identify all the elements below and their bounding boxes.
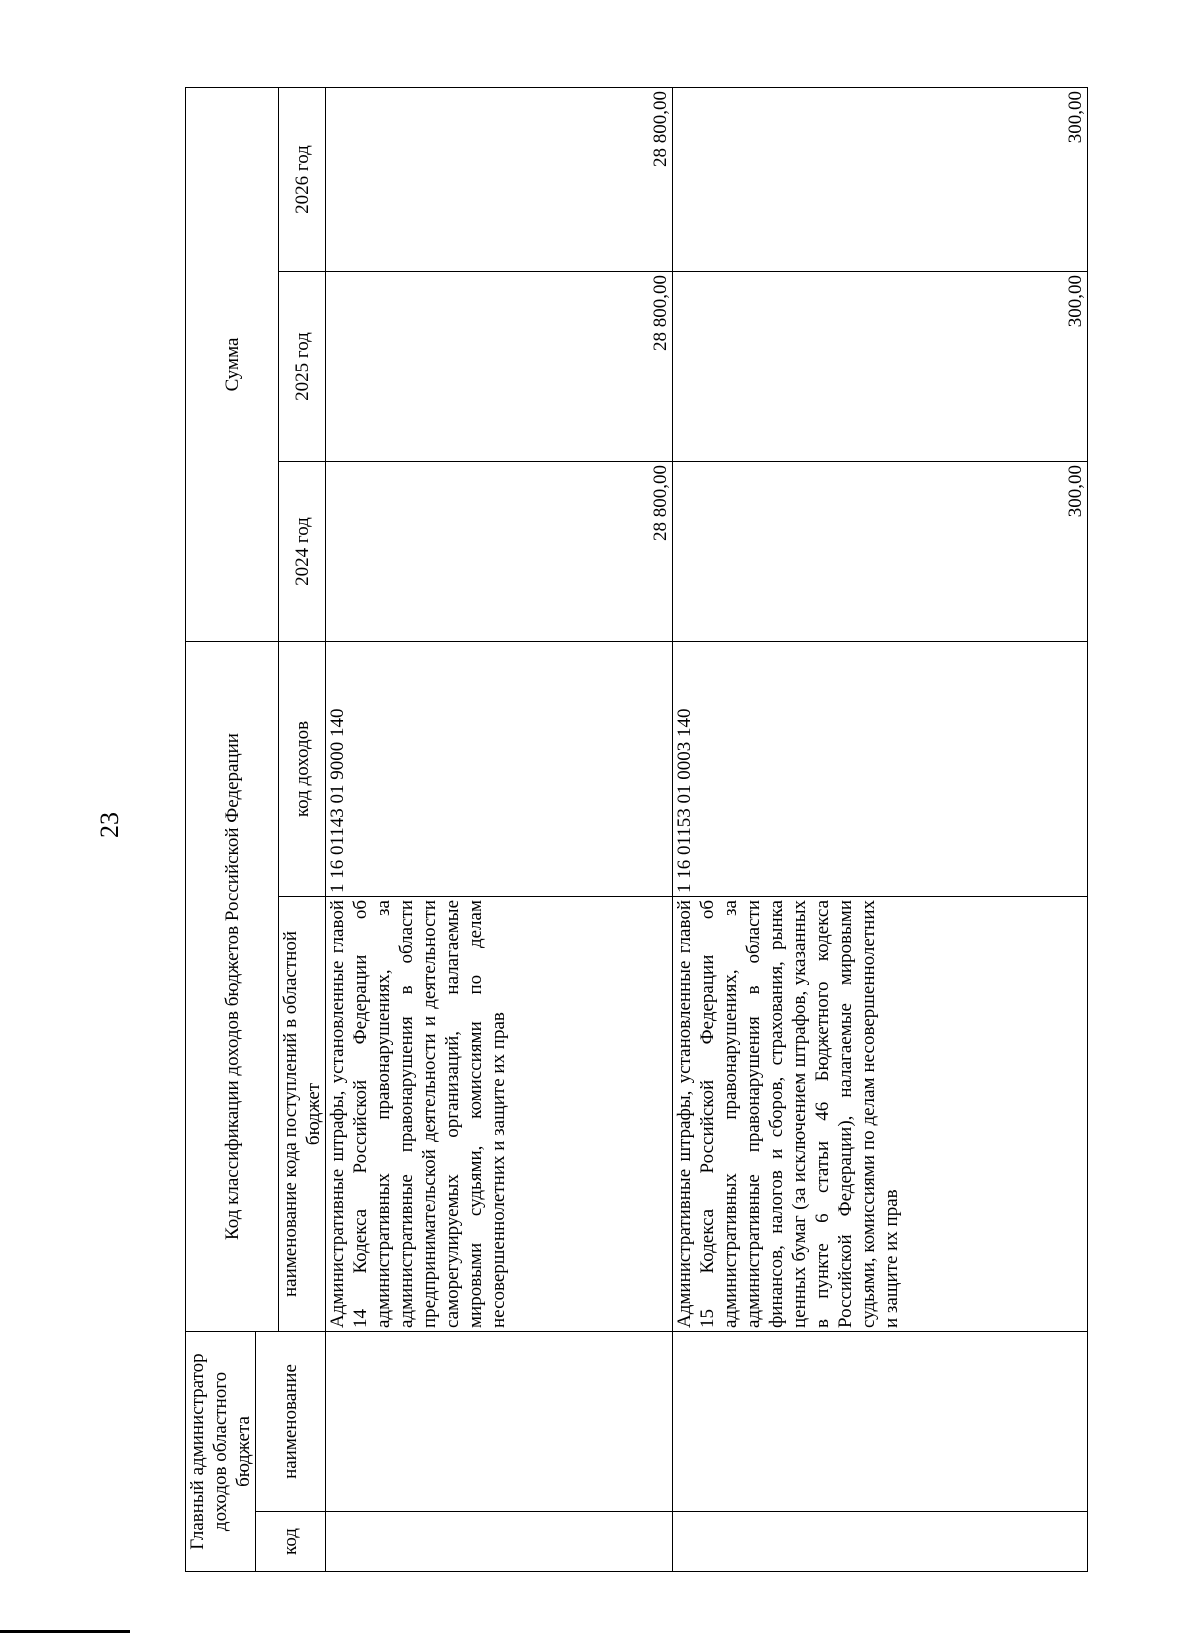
admin-group-header-text: Главный администратор доходов областного бюджета — [187, 1353, 254, 1550]
header-row-1 — [186, 87, 256, 1571]
scan-artifact-line — [0, 1630, 130, 1633]
income-code-header-text: код доходов — [291, 720, 313, 818]
admin-code-header — [256, 1512, 326, 1572]
year-2025-header — [279, 272, 326, 462]
row-code-cell — [326, 1512, 673, 1572]
classification-group-header — [186, 642, 279, 1332]
year-2026-header — [279, 87, 326, 271]
row-sum-2025-cell: 28 800,00 — [326, 272, 673, 462]
classification-group-header-text: Код классификации доходов бюджетов Российской Федерации — [221, 733, 243, 1240]
admin-name-header — [256, 1332, 326, 1512]
page-number: 23 — [95, 812, 124, 838]
admin-group-header — [186, 1332, 256, 1572]
table-row — [673, 87, 1088, 1571]
sum-group-header — [186, 87, 279, 641]
income-name-header-text: наименование кода поступлений в областной бюджет — [280, 931, 324, 1298]
admin-name-header-text: наименование — [280, 1364, 301, 1479]
year-2025-header-text: 2025 год — [291, 332, 313, 401]
sum-group-header-text: Сумма — [221, 337, 243, 392]
income-name-header — [279, 897, 326, 1332]
row-admin-name-cell — [673, 1332, 1088, 1512]
row-sum-2024-cell: 300,00 — [673, 462, 1088, 642]
row-income-name-cell: Административные штрафы, установленные главой 14 Кодекса Российской Федерации об административных правонарушениях, за административные правонарушения в области предпринимательской деятельности и деятельности саморегулируемых организаций, налагаемые мировыми судьями, комиссиями по делам несовершеннолетних и защите их прав — [326, 897, 673, 1332]
row-admin-name-cell — [326, 1332, 673, 1512]
row-income-code-cell: 1 16 01143 01 9000 140 — [326, 642, 673, 897]
row-sum-2025-cell: 300,00 — [673, 272, 1088, 462]
income-code-header — [279, 642, 326, 897]
year-2024-header — [279, 462, 326, 642]
admin-code-header-text: код — [280, 1528, 301, 1555]
row-code-cell — [673, 1512, 1088, 1572]
row-sum-2026-cell: 28 800,00 — [326, 87, 673, 271]
budget-income-table — [185, 87, 1088, 1572]
year-2024-header-text: 2024 год — [291, 517, 313, 586]
row-income-code-cell: 1 16 01153 01 0003 140 — [673, 642, 1088, 897]
row-income-name-cell: Административные штрафы, установленные главой 15 Кодекса Российской Федерации об административных правонарушениях, за административные правонарушения в области финансов, налогов и сборов, страхования, рынка ценных бумаг (за исключением штрафов, указанных в пункте 6 статьи 46 Бюджетного кодекса Российской Федерации), налагаемые мировыми судьями, комиссиями по делам несовершеннолетних и защите их прав — [673, 897, 1088, 1332]
row-sum-2026-cell: 300,00 — [673, 87, 1088, 271]
table-row — [326, 87, 673, 1571]
year-2026-header-text: 2026 год — [291, 145, 313, 214]
row-sum-2024-cell: 28 800,00 — [326, 462, 673, 642]
budget-income-table-rotated — [185, 88, 1200, 1572]
